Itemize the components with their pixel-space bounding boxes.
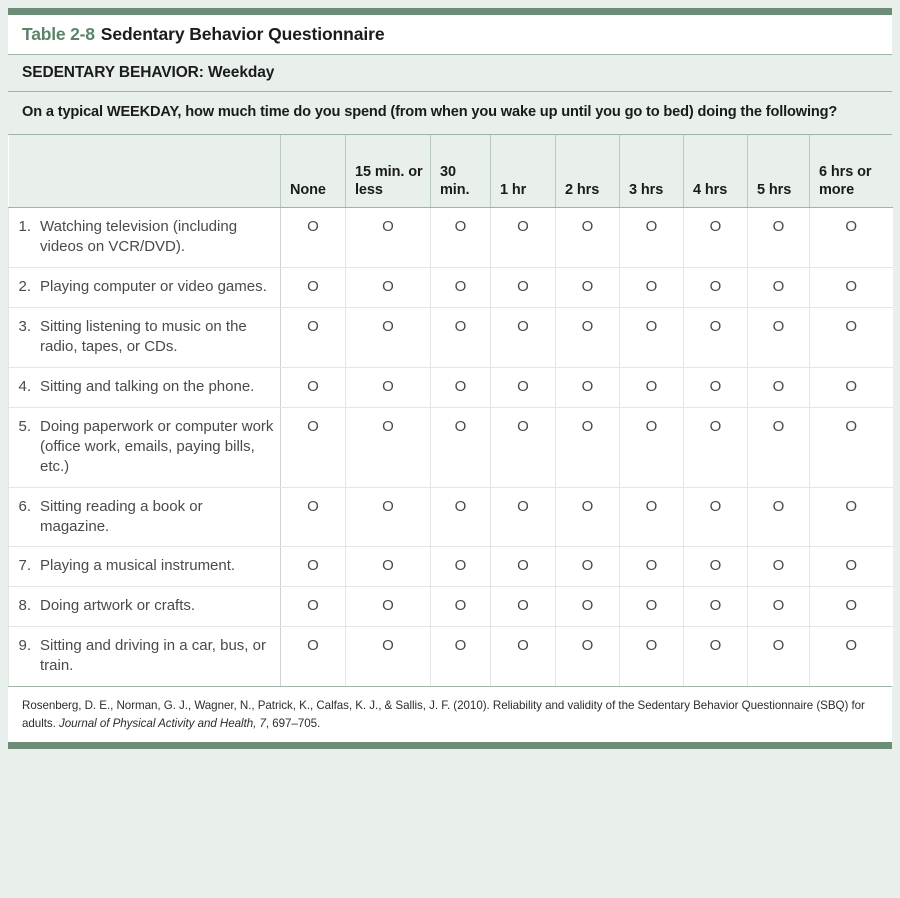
response-option-circle[interactable]: O [810, 627, 893, 686]
response-option-circle[interactable]: O [556, 268, 620, 308]
response-option-circle[interactable]: O [346, 307, 431, 367]
response-option-circle[interactable]: O [620, 627, 684, 686]
question-cell [9, 268, 281, 308]
response-option-circle[interactable]: O [556, 307, 620, 367]
response-option-circle[interactable]: O [281, 627, 346, 686]
response-option-circle[interactable]: O [491, 587, 556, 627]
column-header-5hrs: 5 hrs [748, 135, 810, 208]
table-head [9, 135, 893, 208]
response-option-circle[interactable]: O [748, 547, 810, 587]
question-number: 1. [18, 218, 31, 236]
response-option-circle[interactable]: O [556, 587, 620, 627]
response-option-circle[interactable]: O [556, 487, 620, 547]
response-option-circle[interactable]: O [810, 307, 893, 367]
response-option-circle[interactable]: O [748, 208, 810, 268]
response-option-circle[interactable]: O [491, 547, 556, 587]
response-option-circle[interactable]: O [684, 627, 748, 686]
top-rule [8, 8, 892, 15]
response-option-circle[interactable]: O [491, 367, 556, 407]
citation-part-two: , 697–705. [265, 716, 321, 730]
question-text: Playing computer or video games. [40, 278, 267, 295]
question-cell [9, 487, 281, 547]
bottom-rule [8, 742, 892, 749]
response-option-circle[interactable]: O [684, 307, 748, 367]
response-option-circle[interactable]: O [684, 547, 748, 587]
response-option-circle[interactable]: O [431, 367, 491, 407]
question-cell [9, 627, 281, 686]
response-option-circle[interactable]: O [346, 268, 431, 308]
citation-journal: Journal of Physical Activity and Health, 7 [58, 716, 266, 730]
response-option-circle[interactable]: O [620, 268, 684, 308]
response-option-circle[interactable]: O [748, 487, 810, 547]
response-option-circle[interactable]: O [491, 208, 556, 268]
response-option-circle[interactable]: O [556, 407, 620, 487]
question-cell [9, 307, 281, 367]
response-option-circle[interactable]: O [810, 487, 893, 547]
question-number: 9. [18, 637, 31, 655]
column-header-15min-or-less: 15 min. or less [346, 135, 431, 208]
response-option-circle[interactable]: O [431, 307, 491, 367]
response-option-circle[interactable]: O [281, 587, 346, 627]
response-option-circle[interactable]: O [431, 627, 491, 686]
table-row [9, 587, 893, 627]
response-option-circle[interactable]: O [810, 407, 893, 487]
response-option-circle[interactable]: O [431, 587, 491, 627]
response-option-circle[interactable]: O [810, 367, 893, 407]
column-header-30min: 30 min. [431, 135, 491, 208]
question-text: Sitting and driving in a car, bus, or train. [40, 637, 266, 675]
response-option-circle[interactable]: O [556, 367, 620, 407]
column-header-4hrs: 4 hrs [684, 135, 748, 208]
table-row [9, 268, 893, 308]
response-option-circle[interactable]: O [810, 208, 893, 268]
column-header-none: None [281, 135, 346, 208]
question-cell [9, 208, 281, 268]
question-number: 7. [18, 557, 31, 575]
response-option-circle[interactable]: O [748, 587, 810, 627]
response-option-circle[interactable]: O [431, 487, 491, 547]
response-option-circle[interactable]: O [491, 487, 556, 547]
instruction-text: On a typical WEEKDAY, how much time do you spend (from when you wake up until you go to bed) doing the following? [8, 92, 892, 135]
question-number: 6. [18, 497, 31, 515]
response-option-circle[interactable]: O [556, 627, 620, 686]
response-option-circle[interactable]: O [684, 487, 748, 547]
response-option-circle[interactable]: O [346, 208, 431, 268]
column-header-6hrs-or-more: 6 hrs or more [810, 135, 893, 208]
question-cell [9, 407, 281, 487]
response-option-circle[interactable]: O [346, 487, 431, 547]
response-option-circle[interactable]: O [556, 208, 620, 268]
response-option-circle[interactable]: O [281, 547, 346, 587]
question-text: Doing paperwork or computer work (office work, emails, paying bills, etc.) [40, 417, 274, 475]
response-option-circle[interactable]: O [346, 547, 431, 587]
column-header-2hrs: 2 hrs [556, 135, 620, 208]
response-option-circle[interactable]: O [491, 407, 556, 487]
response-option-circle[interactable]: O [748, 268, 810, 308]
response-option-circle[interactable]: O [281, 268, 346, 308]
response-option-circle[interactable]: O [556, 547, 620, 587]
response-option-circle[interactable]: O [620, 367, 684, 407]
citation-part-one: Rosenberg, D. E., Norman, G. J., Wagner, N., Patrick, K., Calfas, K. J., & Sallis, J. F. (2010). Reliability and validity of the Sedentary Behavior Questionnaire (SBQ) for adults. [22, 699, 865, 730]
response-option-circle[interactable]: O [684, 407, 748, 487]
response-option-circle[interactable]: O [491, 627, 556, 686]
table-row [9, 208, 893, 268]
response-option-circle[interactable]: O [684, 367, 748, 407]
question-text: Watching television (including videos on VCR/DVD). [40, 218, 238, 256]
table-number-label: Table 2-8 [22, 24, 95, 44]
question-number: 2. [18, 278, 31, 295]
response-option-circle[interactable]: O [491, 307, 556, 367]
response-option-circle[interactable]: O [431, 547, 491, 587]
response-option-circle[interactable]: O [620, 208, 684, 268]
question-number: 3. [18, 317, 31, 335]
questionnaire-table [8, 135, 893, 686]
response-option-circle[interactable]: O [810, 547, 893, 587]
question-text: Sitting and talking on the phone. [40, 377, 255, 395]
response-option-circle[interactable]: O [431, 268, 491, 308]
question-number: 8. [18, 597, 31, 615]
column-header-1hr: 1 hr [491, 135, 556, 208]
question-text: Sitting listening to music on the radio, tapes, or CDs. [40, 317, 247, 355]
question-cell [9, 367, 281, 407]
response-option-circle[interactable]: O [748, 307, 810, 367]
table-row [9, 367, 893, 407]
response-option-circle[interactable]: O [281, 407, 346, 487]
response-option-circle[interactable]: O [346, 627, 431, 686]
response-option-circle[interactable]: O [810, 268, 893, 308]
question-text: Playing a musical instrument. [40, 557, 236, 575]
citation [8, 686, 892, 742]
response-option-circle[interactable]: O [346, 367, 431, 407]
response-option-circle[interactable]: O [620, 587, 684, 627]
response-option-circle[interactable]: O [491, 268, 556, 308]
table-row [9, 627, 893, 686]
table-row [9, 307, 893, 367]
response-option-circle[interactable]: O [281, 487, 346, 547]
response-option-circle[interactable]: O [810, 587, 893, 627]
table-row [9, 407, 893, 487]
column-header-question [9, 135, 281, 208]
question-text: Doing artwork or crafts. [40, 597, 196, 615]
response-option-circle[interactable]: O [748, 367, 810, 407]
question-cell [9, 587, 281, 627]
table-row [9, 487, 893, 547]
response-option-circle[interactable]: O [620, 307, 684, 367]
response-option-circle[interactable]: O [431, 208, 491, 268]
table-title-text: Sedentary Behavior Questionnaire [100, 24, 385, 44]
question-cell [9, 547, 281, 587]
question-number: 4. [18, 377, 31, 395]
response-option-circle[interactable]: O [346, 407, 431, 487]
response-option-circle[interactable]: O [748, 407, 810, 487]
response-option-circle[interactable]: O [748, 627, 810, 686]
table-card [8, 15, 892, 742]
table-title [8, 15, 892, 55]
response-option-circle[interactable]: O [684, 268, 748, 308]
response-option-circle[interactable]: O [346, 587, 431, 627]
table-row [9, 547, 893, 587]
response-option-circle[interactable]: O [281, 307, 346, 367]
question-number: 5. [18, 417, 31, 435]
response-option-circle[interactable]: O [620, 407, 684, 487]
column-header-3hrs: 3 hrs [620, 135, 684, 208]
response-option-circle[interactable]: O [620, 547, 684, 587]
header-row [9, 135, 893, 208]
table-body [9, 208, 893, 687]
response-option-circle[interactable]: O [281, 208, 346, 268]
response-option-circle[interactable]: O [281, 367, 346, 407]
response-option-circle[interactable]: O [684, 587, 748, 627]
section-header: SEDENTARY BEHAVIOR: Weekday [8, 55, 892, 92]
response-option-circle[interactable]: O [431, 407, 491, 487]
response-option-circle[interactable]: O [684, 208, 748, 268]
table-page [0, 8, 900, 898]
question-text: Sitting reading a book or magazine. [40, 497, 203, 535]
response-option-circle[interactable]: O [620, 487, 684, 547]
